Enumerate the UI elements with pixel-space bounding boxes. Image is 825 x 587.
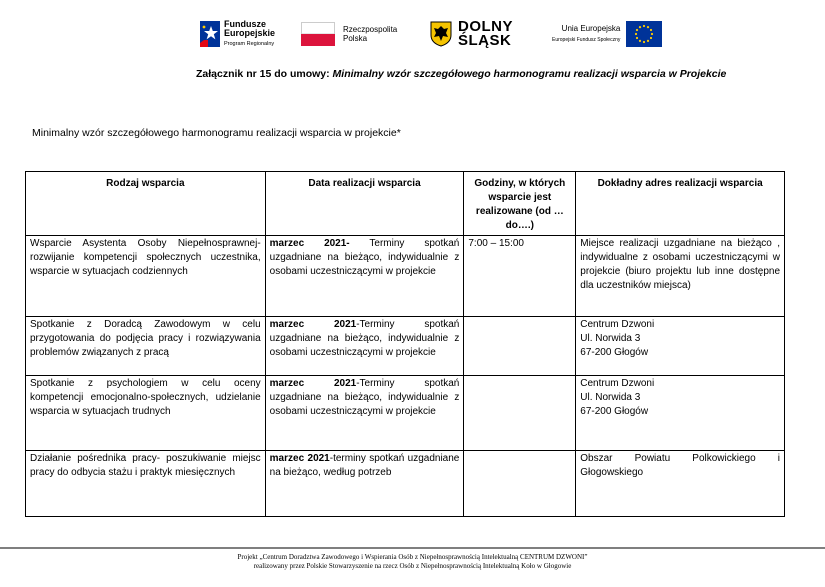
cell-address — [576, 376, 785, 451]
header-date: Data realizacji wsparcia — [265, 172, 464, 236]
footer-divider — [0, 547, 825, 549]
address-line: Centrum Dzwoni — [580, 378, 655, 389]
cell-hours: 7:00 – 15:00 — [464, 236, 576, 317]
date-rest: -terminy spotkań uzgadniane na bieżąco, według potrzeb — [269, 453, 460, 478]
address-line: 67-200 Głogów — [580, 347, 649, 358]
address-line: Ul. Norwida 3 — [580, 392, 641, 403]
table-row — [26, 317, 785, 376]
header-hours: Godziny, w których wsparcie jest realizowane (od … do….) — [464, 172, 576, 236]
cell-address: Obszar Powiatu Polkowickiego i Głogowskiego — [576, 451, 785, 517]
polish-flag-icon — [301, 22, 335, 46]
date-bold: marzec 2021 — [269, 453, 330, 464]
footer — [0, 553, 825, 571]
cell-address: Miejsce realizacji uzgadniane na bieżąco , indywidualne z osobami uczestniczącymi w projekcie (biuro projektu lub inne dostępne dla uczestników miejsca) — [576, 236, 785, 317]
cell-type: Spotkanie z psychologiem w celu oceny kompetencji emocjonalno-społecznych, udzielanie wsparcia w sytuacjach trudnych — [26, 376, 266, 451]
date-rest: -Terminy spotkań uzgadniane na bieżąco, indywidualnie z osobami uczestniczącymi w projekcie — [269, 378, 460, 417]
unia-europejska-logo — [552, 14, 662, 54]
footer-line2: realizowany przez Polskie Stowarzyszenie na rzecz Osób z Niepełnosprawnością Intelektualną Koło w Głogowie — [253, 562, 572, 570]
cell-hours — [464, 451, 576, 517]
address-line: Ul. Norwida 3 — [580, 333, 641, 344]
attachment-title: Minimalny wzór szczegółowego harmonogramu realizacji wsparcia w Projekcie — [332, 68, 727, 80]
address-line: Centrum Dzwoni — [580, 319, 655, 330]
fe-line3: Program Regionalny — [224, 40, 275, 47]
cell-date — [265, 376, 464, 451]
table-header-row — [26, 172, 785, 236]
attachment-prefix: Załącznik nr 15 do umowy: — [196, 68, 333, 80]
attachment-heading — [196, 68, 796, 80]
table-row — [26, 376, 785, 451]
cell-hours — [464, 376, 576, 451]
table-row — [26, 236, 785, 317]
ue-line2: Europejski Fundusz Społeczny — [552, 36, 621, 43]
cell-date — [265, 451, 464, 517]
cell-type: Działanie pośrednika pracy- poszukiwanie miejsc pracy do odbycia stażu i praktyk miesięcznych — [26, 451, 266, 517]
pl-line1: Rzeczpospolita — [343, 25, 398, 34]
fe-line2: Europejskie — [224, 27, 276, 38]
ds-line2: ŚLĄSK — [458, 32, 512, 49]
rzeczpospolita-logo — [301, 14, 397, 54]
ue-line1: Unia Europejska — [561, 23, 621, 33]
fundusze-europejskie-logo — [200, 14, 275, 54]
cell-type: Wsparcie Asystenta Osoby Niepełnosprawnej- rozwijanie kompetencji społecznych uczestnika, wsparcie w sytuacjach codziennych — [26, 236, 266, 317]
table-row — [26, 451, 785, 517]
fe-star-icon — [200, 21, 220, 47]
schedule-table — [25, 171, 785, 517]
eagle-shield-icon — [430, 21, 452, 47]
logo-bar — [0, 14, 825, 54]
date-bold: marzec 2021 — [269, 319, 357, 330]
pl-line2: Polska — [343, 34, 368, 43]
date-bold: marzec 2021 — [269, 378, 357, 389]
eu-flag-icon — [626, 21, 662, 47]
ds-line1: DOLNY — [458, 18, 513, 35]
cell-hours — [464, 317, 576, 376]
header-address: Dokładny adres realizacji wsparcia — [576, 172, 785, 236]
cell-address — [576, 317, 785, 376]
cell-type: Spotkanie z Doradcą Zawodowym w celu przygotowania do podjęcia pracy i rozwiązywania problemów związanych z pracą — [26, 317, 266, 376]
date-rest: -Terminy spotkań uzgadniane na bieżąco, indywidualnie z osobami uczestniczącymi w projekcie — [269, 319, 460, 358]
footer-line1: Projekt „Centrum Doradztwa Zawodowego i Wspierania Osób z Niepełnosprawnością Intelektualną CENTRUM DZWONI” — [237, 553, 588, 561]
header-type: Rodzaj wsparcia — [26, 172, 266, 236]
address-line: 67-200 Głogów — [580, 406, 649, 417]
cell-date — [265, 236, 464, 317]
date-bold: marzec 2021- — [269, 238, 350, 249]
intro-text: Minimalny wzór szczegółowego harmonogramu realizacji wsparcia w projekcie* — [32, 127, 401, 139]
fe-line1: Fundusze — [224, 18, 266, 29]
dolny-slask-logo — [430, 14, 513, 54]
date-rest: Terminy spotkań uzgadniane na bieżąco, indywidualnie z osobami uczestniczącymi w projekcie — [269, 238, 460, 277]
cell-date — [265, 317, 464, 376]
